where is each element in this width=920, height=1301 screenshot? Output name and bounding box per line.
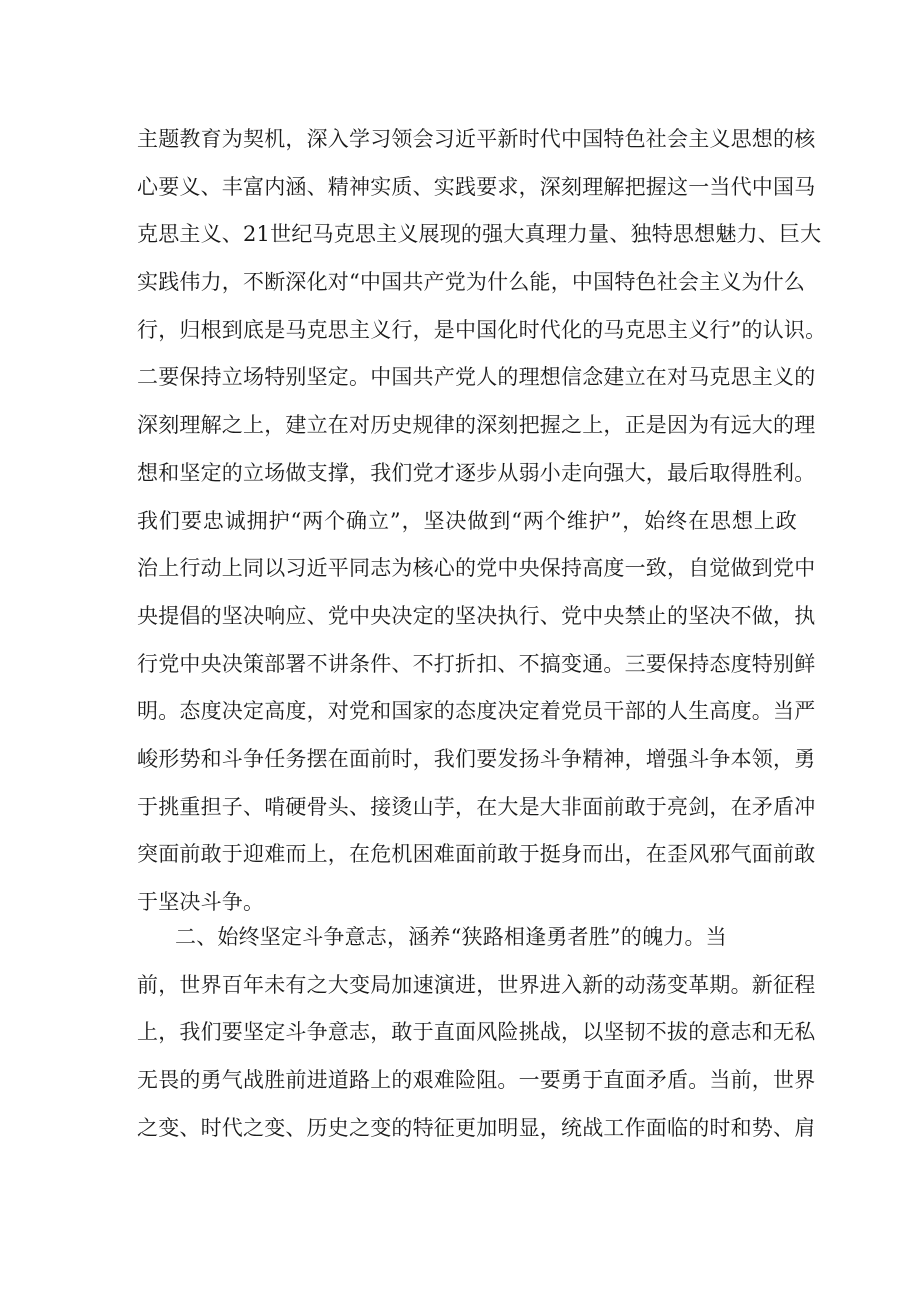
text-line: 前，世界百年未有之大变局加速演进，世界进入新的动荡变革期。新征程 [137,972,816,997]
paragraph-1 [137,116,827,927]
text-line: 央提倡的坚决响应、党中央决定的坚决执行、党中央禁止的坚决不做，执 [137,603,816,628]
text-line: 明。态度决定高度，对党和国家的态度决定着党员干部的人生高度。当严 [137,699,816,724]
text-line: 想和坚定的立场做支撑，我们党才逐步从弱小走向强大，最后取得胜利。 [137,460,816,485]
text-line: 二要保持立场特别坚定。中国共产党人的理想信念建立在对马克思主义的 [137,365,816,390]
text-line: 上，我们要坚定斗争意志，敢于直面风险挑战，以坚韧不拔的意志和无私 [137,1020,816,1045]
text-line: 突面前敢于迎难而上，在危机困难面前敢于挺身而出，在歪风邪气面前敢 [137,842,816,867]
text-line: 于挑重担子、啃硬骨头、接烫山芋，在大是大非面前敢于亮剑，在矛盾冲 [137,794,816,819]
text-line: 深刻理解之上，建立在对历史规律的深刻把握之上，正是因为有远大的理 [137,413,816,438]
text-line: 我们要忠诚拥护“两个确立”，坚决做到“两个维护”，始终在思想上政 [137,508,797,533]
text-line: 于坚决斗争。 [137,890,265,914]
text-line: 无畏的勇气战胜前进道路上的艰难险阻。一要勇于直面矛盾。当前，世界 [137,1068,816,1093]
text-line: 之变、时代之变、历史之变的特征更加明显，统战工作面临的时和势、肩 [137,1115,816,1140]
text-line: 治上行动上同以习近平同志为核心的党中央保持高度一致，自觉做到党中 [137,556,816,581]
text-line: 行党中央决策部署不讲条件、不打折扣、不搞变通。三要保持态度特别鲜 [137,651,816,676]
text-line: 克思主义、21世纪马克思主义展现的强大真理力量、独特思想魅力、巨大 [137,222,822,247]
text-line: 实践伟力，不断深化对“中国共产党为什么能，中国特色社会主义为什么 [137,270,806,295]
text-line: 峻形势和斗争任务摆在面前时，我们要发扬斗争精神，增强斗争本领，勇 [137,746,816,771]
paragraph-2 [137,914,816,1152]
section-heading-line: 二、始终坚定斗争意志，涵养“狭路相逢勇者胜”的魄力。当 [175,925,727,949]
text-line: 行，归根到底是马克思主义行，是中国化时代化的马克思主义行”的认识。 [137,317,827,342]
text-line: 心要义、丰富内涵、精神实质、实践要求，深刻理解把握这一当代中国马 [137,174,816,199]
text-line: 主题教育为契机，深入学习领会习近平新时代中国特色社会主义思想的核 [137,127,816,151]
